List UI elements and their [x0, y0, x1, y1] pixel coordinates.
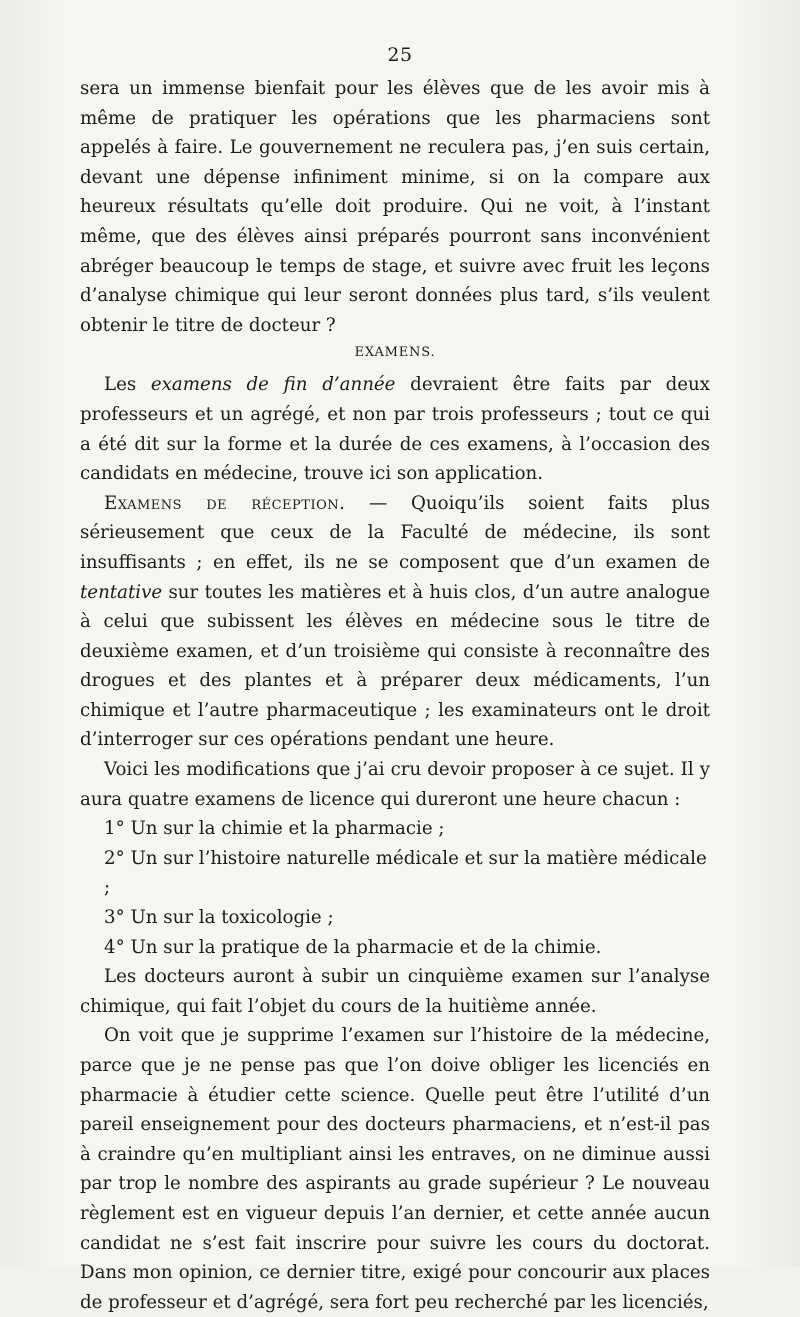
para2-italic: examens de fin d’année	[150, 374, 396, 396]
para2-after: devraient être faits par deux professeurs et un agrégé, et non par trois professeurs ; tout ce qui a été dit sur la forme et la durée de ces examens, à l’occasion des candidats en médecine, trouve ici son application.	[80, 374, 710, 485]
run-in-heading: Examens de réception.	[104, 492, 346, 514]
exam-list	[80, 814, 710, 962]
paragraph-examens-fin-annee	[80, 370, 710, 488]
paragraph-continuation: sera un immense bienfait pour les élèves que de les avoir mis à même de pratiquer les opérations que les pharmaciens sont appelés à faire. Le gouvernement ne reculera pas, j’en suis certain, devant une dépense infiniment minime, si on la compare aux heureux résultats qu’elle doit produire. Qui ne voit, à l’instant même, que des élèves ainsi préparés pourront sans inconvénient abréger beaucoup le temps de stage, et suivre avec fruit les leçons d’analyse chimique qui leur seront données plus tard, s’ils veulent obtenir le titre de docteur ?	[80, 78, 710, 336]
body-text	[80, 74, 710, 1317]
para3-text2: sur toutes les matières et à huis clos, d’un autre analogue à celui que subissent les élèves en médecine sous le titre de deuxième examen, et d’un troisième qui consiste à reconnaître des drogues et des plantes et à préparer deux médicaments, l’un chimique et l’autre pharmaceutique ; les examinateurs ont le droit d’interroger sur ces opérations pendant une heure.	[80, 581, 710, 751]
para2-before: Les	[104, 374, 151, 396]
paragraph-docteurs: Les docteurs auront à subir un cinquième examen sur l’analyse chimique, qui fait l’objet du cours de la huitième année.	[80, 966, 710, 1017]
list-item: 3° Un sur la toxicologie ;	[104, 907, 334, 929]
list-item: 4° Un sur la pratique de la pharmacie et de la chimie.	[104, 936, 602, 958]
paragraph-histoire-medecine: On voit que je supprime l’examen sur l’histoire de la médecine, parce que je ne pense pas que l’on doive obliger les licenciés en pharmacie à étudier cette science. Quelle peut être l’utilité d’un pareil enseignement pour des docteurs pharmaciens, et n’est-il pas à craindre qu’en multipliant ainsi les entraves, on ne diminue aussi par trop le nombre des aspirants au grade supérieur ? Le nouveau règlement est en vigueur depuis l’an dernier, et cette année aucun candidat ne s’est fait inscrire pour suivre les cours du doctorat. Dans mon opinion, ce dernier titre, exigé pour concourir aux places de professeur et d’agrégé, sera fort peu recherché par les licenciés,	[80, 1025, 710, 1313]
list-item: 1° Un sur la chimie et la pharmacie ;	[104, 818, 445, 840]
list-item: 2° Un sur l’histoire naturelle médicale et sur la matière médicale ;	[104, 847, 707, 899]
paragraph-modifications: Voici les modifications que j’ai cru devoir proposer à ce sujet. Il y aura quatre examens de licence qui dureront une heure chacun :	[80, 759, 710, 810]
page-number: 25	[387, 44, 413, 66]
section-heading: EXAMENS.	[354, 345, 436, 361]
para3-italic: tentative	[80, 581, 163, 603]
paragraph-examens-reception	[80, 489, 710, 755]
para3-text1: — Quoiqu’ils soient faits plus sérieusement que ceux de la Faculté de médecine, ils sont insuffisants ; en effet, ils ne se composent que d’un examen de	[80, 492, 710, 573]
